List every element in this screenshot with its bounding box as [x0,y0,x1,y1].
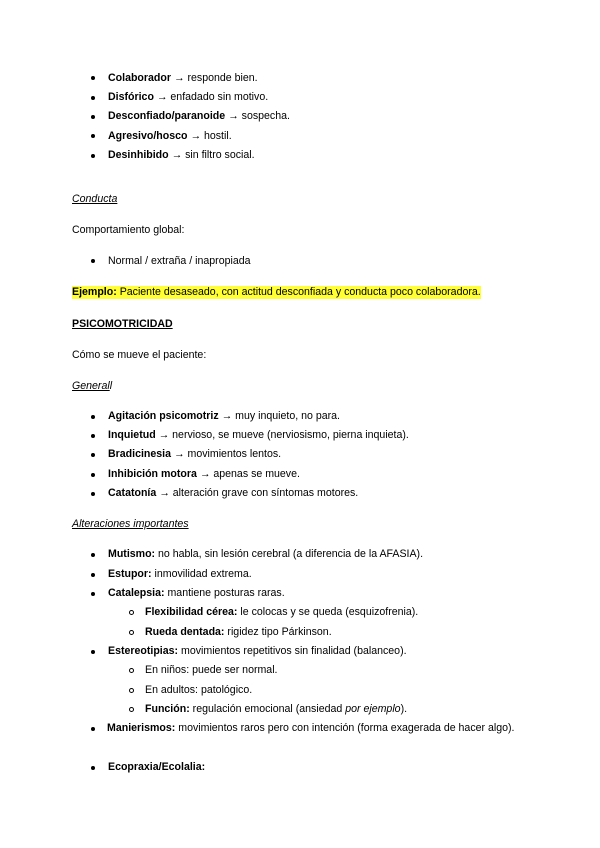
list-item [108,130,232,143]
list-desc-italic: por ejemplo [345,703,401,715]
bullet-icon [91,115,95,119]
list-desc: → sin filtro social. [171,149,255,161]
list-desc: → apenas se mueve. [199,468,300,480]
list-term: Manierismos: [107,722,176,734]
list-term: Catatonía [108,487,157,499]
list-term: Colaborador [108,72,171,84]
list-item: Normal / extraña / inapropiada [108,255,251,267]
sub-list-item: En niños: puede ser normal. [145,664,278,676]
conducta-intro: Comportamiento global: [72,224,185,236]
list-desc: → sospecha. [228,110,290,122]
sub-list-item [145,703,407,716]
list-term: Inquietud [108,429,156,441]
list-term: Desconfiado/paranoide [108,110,226,122]
list-desc: le colocas y se queda (esquizofrenia). [240,606,419,618]
list-term: Función: [145,703,190,715]
list-term: Catalepsia: [108,587,165,599]
list-item [108,429,409,442]
bullet-icon [91,76,95,80]
list-desc: → responde bien. [173,72,258,84]
subheading-general [72,380,112,393]
list-desc: → nervioso, se mueve (nerviosismo, pierna inquieta). [158,429,409,441]
list-term: Agitación psicomotriz [108,410,219,422]
subheading-alteraciones: Alteraciones importantes [72,518,189,530]
list-item [108,645,407,658]
circle-bullet-icon [129,610,134,615]
bullet-icon [91,727,95,731]
bullet-icon [91,434,95,438]
bullet-icon [91,553,95,557]
list-desc: regulación emocional (ansiedad [192,703,343,715]
list-term: Inhibición motora [108,468,197,480]
list-item [108,487,358,500]
list-desc: mantiene posturas raras. [167,587,285,599]
section-heading-psicomotricidad: PSICOMOTRICIDAD [72,318,173,330]
bullet-icon [91,96,95,100]
list-desc: movimientos raros pero con intención (forma exagerada de hacer algo). [178,722,515,734]
list-desc-tail: ). [400,703,408,715]
list-desc: → muy inquieto, no para. [221,410,340,422]
list-term: Bradicinesia [108,448,172,460]
bullet-icon [91,592,95,596]
list-desc: → alteración grave con síntomas motores. [159,487,359,499]
list-term: Mutismo: [108,548,156,560]
list-desc: inmovilidad extrema. [154,568,252,580]
list-term: Estupor: [108,568,152,580]
list-item [107,719,526,739]
circle-bullet-icon [129,668,134,673]
list-item [108,587,285,600]
example-highlight [72,286,481,299]
sub-list-item: En adultos: patológico. [145,684,253,696]
circle-bullet-icon [129,688,134,693]
list-desc: → enfadado sin motivo. [156,91,269,103]
bullet-icon [91,650,95,654]
sub-list-item [145,606,418,619]
list-desc: → movimientos lentos. [173,448,282,460]
list-item [108,410,340,423]
bullet-icon [91,473,95,477]
subheading-general-text: General [72,380,110,392]
list-desc: rigidez tipo Párkinson. [227,626,332,638]
list-item [108,149,255,162]
list-term: Agresivo/hosco [108,130,188,142]
list-term: Flexibilidad cérea: [145,606,238,618]
subheading-general-tail: l [109,380,113,392]
list-item [108,568,252,581]
list-item [108,72,258,85]
list-term: Disfórico [108,91,154,103]
sub-list-item [145,626,332,639]
list-item [108,91,268,104]
list-desc: → hostil. [190,130,232,142]
bullet-icon [91,766,95,770]
circle-bullet-icon [129,707,134,712]
bullet-icon [91,259,95,263]
list-item [108,448,281,461]
bullet-icon [91,453,95,457]
list-item [108,110,290,123]
example-label: Ejemplo: [72,286,117,298]
example-text: Paciente desaseado, con actitud desconfiada y conducta poco colaboradora. [119,286,481,298]
list-term: Desinhibido [108,149,169,161]
list-item [108,468,300,481]
section-heading-conducta: Conducta [72,193,118,205]
psicomotricidad-intro: Cómo se mueve el paciente: [72,349,207,361]
list-desc: movimientos repetitivos sin finalidad (balanceo). [181,645,407,657]
bullet-icon [91,573,95,577]
list-term: Ecopraxia/Ecolalia: [108,761,206,773]
list-term: Estereotipias: [108,645,179,657]
list-term: Rueda dentada: [145,626,225,638]
circle-bullet-icon [129,630,134,635]
bullet-icon [91,134,95,138]
bullet-icon [91,154,95,158]
bullet-icon [91,415,95,419]
list-item [108,761,205,774]
list-item [108,548,423,561]
list-desc: no habla, sin lesión cerebral (a diferencia de la AFASIA). [158,548,424,560]
bullet-icon [91,492,95,496]
